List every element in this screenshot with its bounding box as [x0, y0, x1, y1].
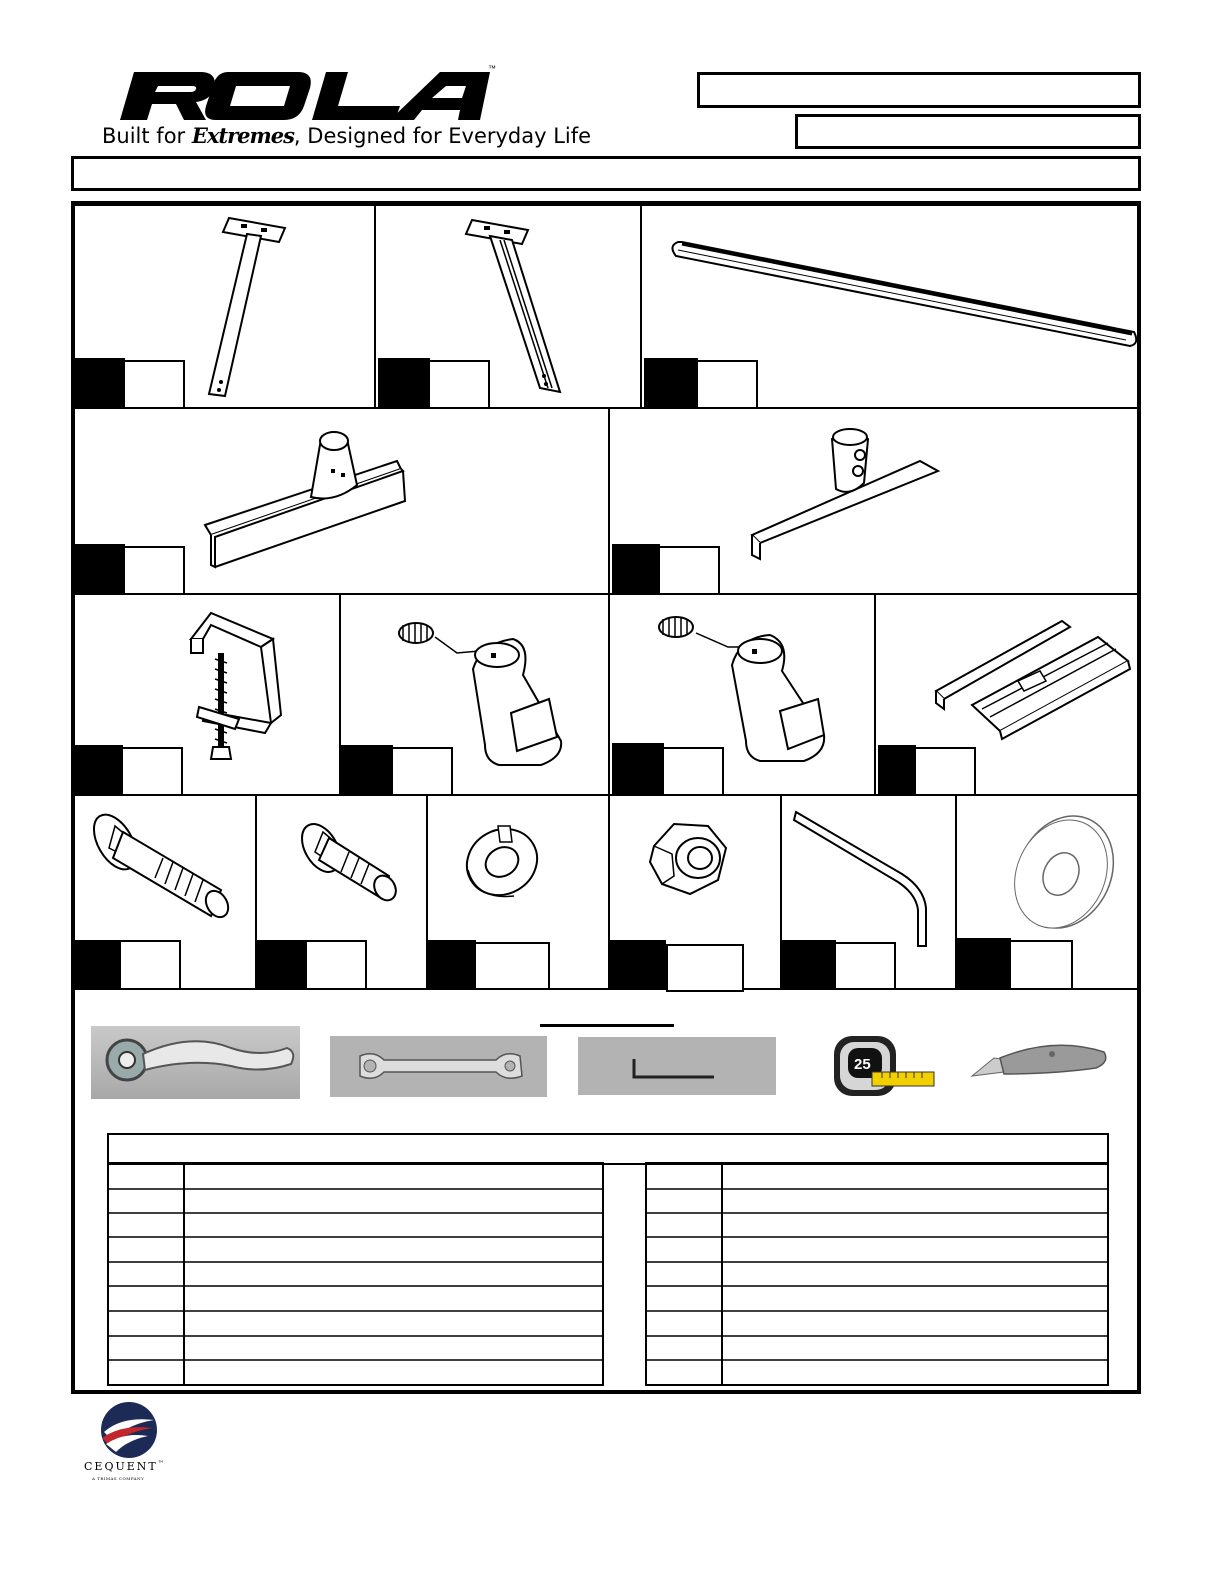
tape-measure-label: 25	[854, 1056, 871, 1073]
tape-measure-icon	[832, 1028, 938, 1102]
cequent-logo	[82, 1398, 192, 1484]
utility-knife-icon	[964, 1034, 1112, 1088]
cequent-globe-icon	[82, 1398, 192, 1462]
utility-knife-photo	[964, 1034, 1112, 1088]
instruction-number-box	[795, 114, 1141, 149]
part-panel-hex-key	[780, 794, 957, 990]
cequent-name: CEQUENT	[84, 1460, 158, 1473]
part-panel-c-clamp	[73, 593, 341, 796]
part-panel-crossbar	[640, 204, 1139, 409]
part-panel-base-bracket-a	[73, 407, 610, 595]
part-panel-tower-leg	[73, 204, 376, 409]
hex-key-photo	[578, 1037, 776, 1095]
wrench-photo	[330, 1036, 547, 1097]
part-number-box	[697, 72, 1141, 108]
part-label-black	[341, 745, 393, 796]
tools-heading-underline	[540, 1024, 674, 1027]
tape-measure-photo	[832, 1028, 938, 1102]
part-label-box	[914, 747, 976, 796]
part-label-box	[428, 360, 490, 409]
trademark-mark: ™	[488, 64, 496, 73]
ratchet-photo	[91, 1026, 300, 1099]
part-label-black	[610, 940, 666, 990]
title-bar	[71, 156, 1141, 191]
part-label-black	[257, 940, 307, 990]
part-label-black	[644, 358, 698, 409]
part-label-box	[123, 360, 185, 409]
part-label-black	[428, 940, 476, 990]
rola-logo	[100, 60, 592, 150]
part-label-box	[474, 942, 550, 990]
part-label-black	[782, 940, 836, 990]
hex-key-icon	[578, 1037, 776, 1095]
part-label-black	[75, 940, 121, 990]
part-label-box	[834, 942, 896, 990]
tagline-pre: Built for	[102, 124, 192, 148]
cequent-subline: A TRIMAS COMPANY	[92, 1476, 145, 1481]
part-label-box	[666, 944, 744, 992]
parts-list-table	[107, 1162, 1109, 1386]
part-panel-tower-leg-rear	[374, 204, 642, 409]
part-label-black	[878, 745, 916, 796]
part-panel-flat-washer	[955, 794, 1139, 990]
tagline	[102, 123, 591, 148]
part-label-black	[75, 358, 125, 409]
part-panel-lock-washer	[426, 794, 610, 990]
ratchet-wrench-icon	[91, 1026, 300, 1099]
part-label-black	[378, 358, 430, 409]
part-label-box	[391, 747, 453, 796]
part-panel-base-bracket-b	[608, 407, 1139, 595]
part-label-box	[121, 747, 183, 796]
part-panel-hex-nut	[608, 794, 782, 990]
part-panel-end-cap-b	[608, 593, 876, 796]
part-label-box	[662, 747, 724, 796]
part-label-box	[119, 940, 181, 990]
cequent-wordmark	[84, 1460, 166, 1473]
part-label-black	[957, 938, 1011, 990]
part-panel-carriage-bolt-short	[255, 794, 428, 990]
part-label-black	[612, 544, 660, 595]
part-panel-rail-insert	[874, 593, 1139, 796]
part-label-box	[123, 546, 185, 595]
part-label-black	[75, 544, 125, 595]
part-label-box	[658, 546, 720, 595]
combination-wrench-icon	[330, 1036, 547, 1097]
cequent-trademark: ™	[157, 1460, 166, 1467]
parts-list-header	[107, 1133, 1109, 1165]
rola-wordmark	[100, 60, 500, 130]
part-label-black	[612, 743, 664, 796]
part-label-black	[75, 745, 123, 796]
part-panel-carriage-bolt-long	[73, 794, 257, 990]
part-panel-end-cap-a	[339, 593, 610, 796]
part-label-box	[696, 360, 758, 409]
tagline-script: Extremes	[191, 123, 294, 148]
tagline-post: , Designed for Everyday Life	[293, 124, 592, 148]
part-label-box	[305, 940, 367, 990]
part-label-box	[1009, 940, 1073, 990]
